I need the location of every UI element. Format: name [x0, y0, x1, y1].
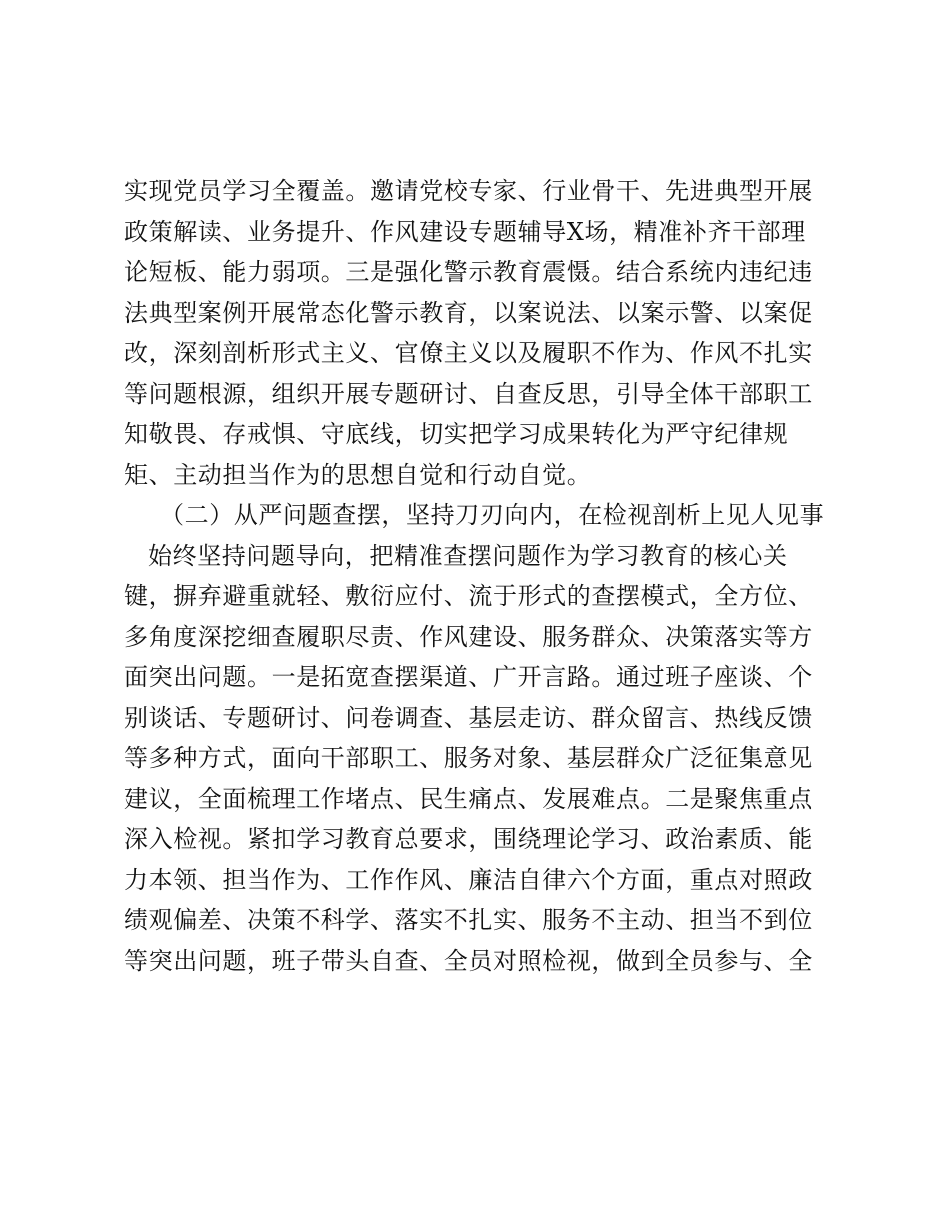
paragraph-line: 知敬畏、存戒惧、守底线，切实把学习成果转化为严守纪律规 [124, 420, 789, 448]
body-text [124, 171, 834, 981]
section-heading: （二）从严问题查摆，坚持刀刃向内，在检视剖析上见人见事 [160, 501, 825, 529]
paragraph-line: 键，摒弃避重就轻、敷衍应付、流于形式的查摆模式，全方位、 [124, 582, 813, 610]
paragraph-line: 力本领、担当作为、工作作风、廉洁自律六个方面，重点对照政 [124, 865, 813, 894]
paragraph-line: 等多种方式，面向干部职工、服务对象、基层群众广泛征集意见 [124, 744, 813, 772]
paragraph-line: 改，深刻剖析形式主义、官僚主义以及履职不作为、作风不扎实 [124, 339, 813, 367]
paragraph-line: 始终坚持问题导向，把精准查摆问题作为学习教育的核心关 [148, 541, 788, 570]
paragraph-line: 面突出问题。一是拓宽查摆渠道、广开言路。通过班子座谈、个 [124, 663, 813, 691]
paragraph-line: 实现党员学习全覆盖。邀请党校专家、行业骨干、先进典型开展 [124, 177, 813, 205]
paragraph-line: 多角度深挖细查履职尽责、作风建设、服务群众、决策落实等方 [124, 622, 813, 651]
paragraph-line: 别谈话、专题研讨、问卷调查、基层走访、群众留言、热线反馈 [124, 703, 813, 732]
paragraph-line: 等问题根源，组织开展专题研讨、自查反思，引导全体干部职工 [124, 379, 813, 408]
paragraph-line: 法典型案例开展常态化警示教育，以案说法、以案示警、以案促 [124, 298, 813, 327]
paragraph-line: 政策解读、业务提升、作风建设专题辅导X场，精准补齐干部理 [124, 217, 806, 246]
paragraph-line: 建议，全面梳理工作堵点、民生痛点、发展难点。二是聚焦重点 [124, 784, 813, 813]
paragraph-line: 深入检视。紧扣学习教育总要求，围绕理论学习、政治素质、能 [124, 825, 813, 853]
paragraph-line: 等突出问题，班子带头自查、全员对照检视，做到全员参与、全 [124, 946, 813, 975]
paragraph-line: 绩观偏差、决策不科学、落实不扎实、服务不主动、担当不到位 [124, 906, 813, 934]
paragraph-line: 矩、主动担当作为的思想自觉和行动自觉。 [124, 460, 592, 489]
paragraph-line: 论短板、能力弱项。三是强化警示教育震慑。结合系统内违纪违 [124, 258, 813, 286]
